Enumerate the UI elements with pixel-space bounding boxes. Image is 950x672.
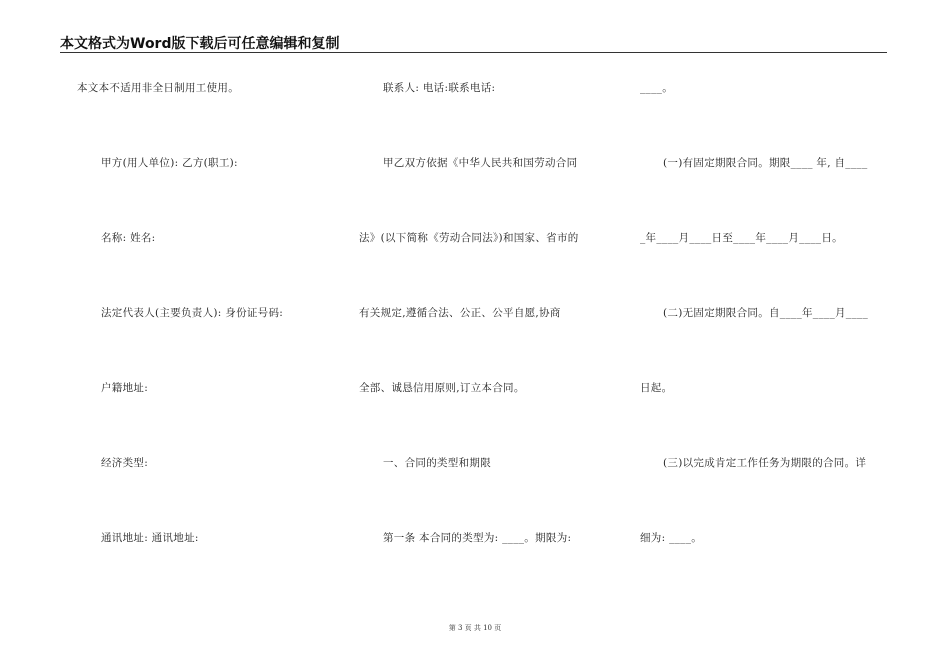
text-line: 全部、诚恳信用原则,订立本合同。 (359, 382, 525, 394)
text-line: 甲方(用人单位): 乙方(职工): (101, 157, 238, 169)
document-header-title: 本文格式为Word版下载后可任意编辑和复制 (60, 36, 340, 52)
section-heading: 一、合同的类型和期限 (383, 457, 491, 469)
text-line: (二)无固定期限合同。自____年____月____ (663, 307, 868, 319)
text-line: 法定代表人(主要负责人): 身份证号码: (101, 307, 284, 319)
text-line: 名称: 姓名: (101, 232, 156, 244)
text-line: 户籍地址: (101, 382, 149, 394)
header-divider (60, 52, 887, 53)
page-number: 第 3 页 共 10 页 (448, 624, 502, 632)
text-line: 通讯地址: 通讯地址: (101, 532, 199, 544)
text-line: (一)有固定期限合同。期限____ 年, 自____ (663, 157, 868, 169)
text-line: ____。 (640, 82, 673, 94)
text-line: 日起。 (640, 382, 673, 394)
text-line: 第一条 本合同的类型为: ____。期限为: (383, 532, 572, 544)
text-line: 甲乙双方依据《中华人民共和国劳动合同 (383, 157, 578, 169)
text-line: 联系人: 电话:联系电话: (383, 82, 496, 94)
text-line: 经济类型: (101, 457, 149, 469)
text-line: _年____月____日至____年____月____日。 (640, 232, 843, 244)
text-line: 本文本不适用非全日制用工使用。 (77, 82, 239, 94)
text-line: 有关规定,遵循合法、公正、公平自愿,协商 (359, 307, 561, 319)
text-line: (三)以完成肯定工作任务为期限的合同。详 (663, 457, 867, 469)
text-line: 法》(以下简称《劳动合同法》)和国家、省市的 (359, 232, 579, 244)
text-line: 细为: ____。 (640, 532, 703, 544)
